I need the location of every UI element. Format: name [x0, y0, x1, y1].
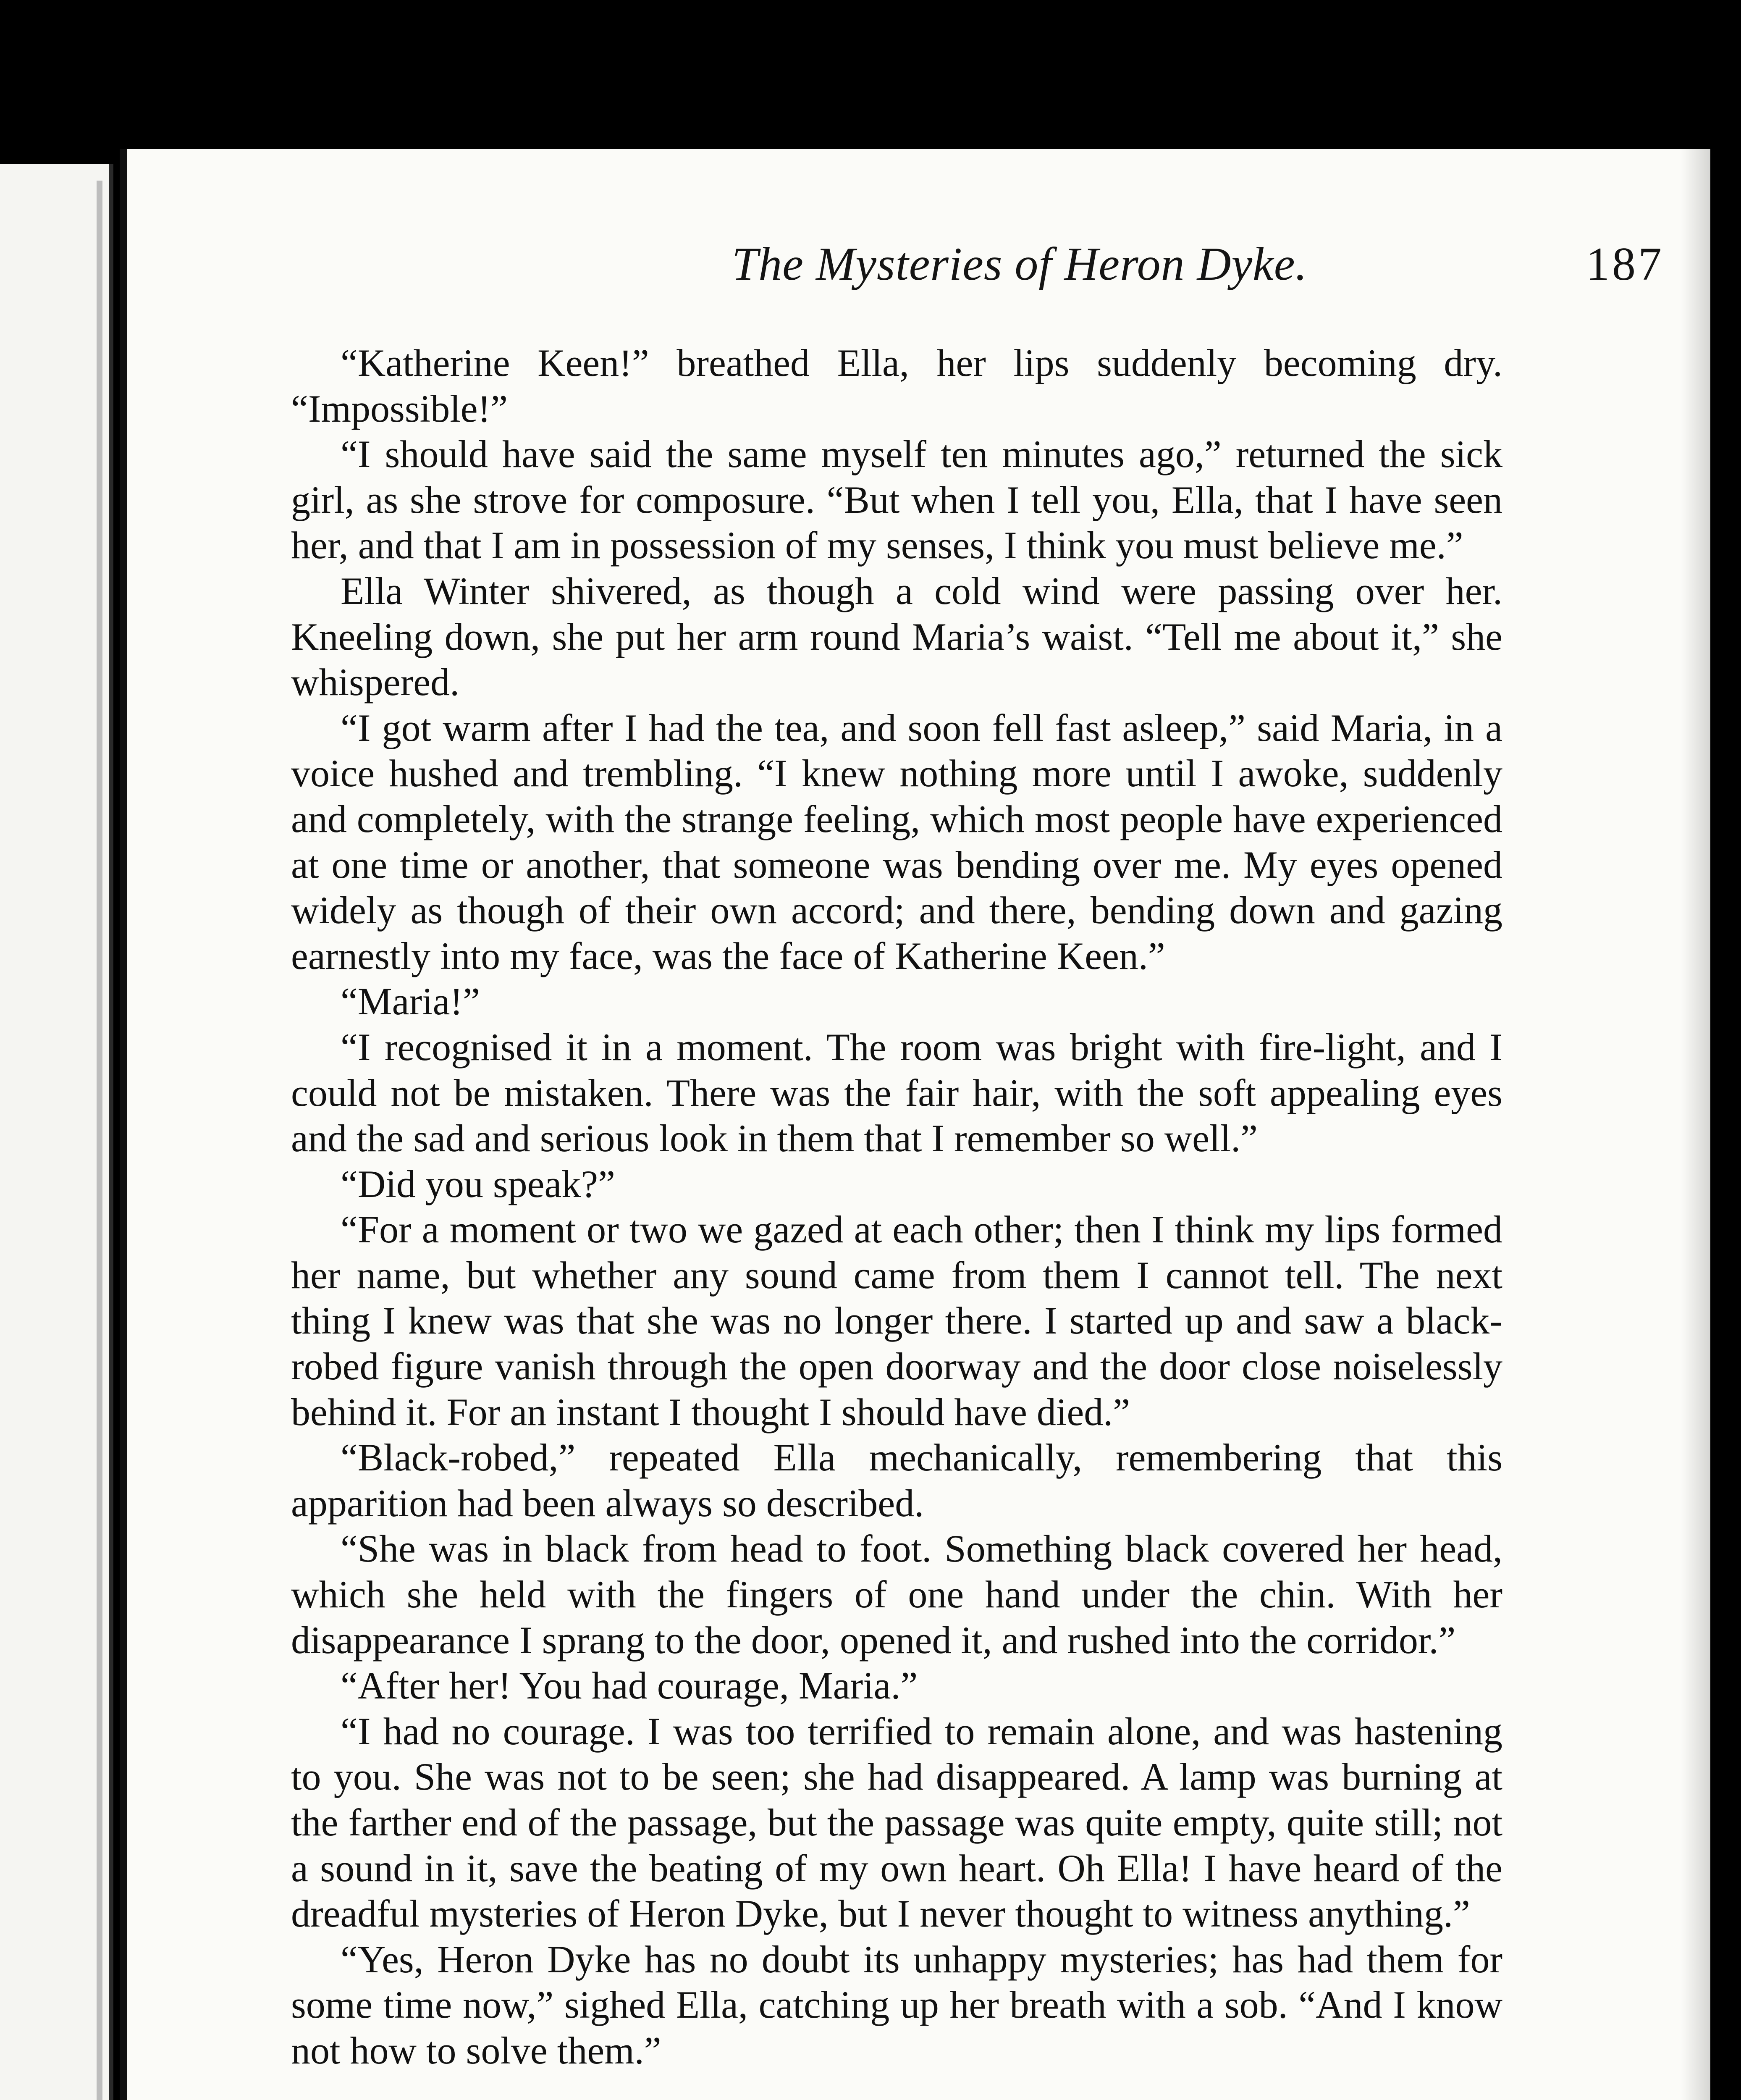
paragraph: “She was in black from head to foot. Something black covered her head, which she held with the fingers of one hand under the chin. With her disappearance I sprang to the door, opened it, and rushed into the corridor.” — [291, 1527, 1502, 1662]
paragraph: “I had no courage. I was too terrified to remain alone, and was hastening to you. She was not to be seen; she had disappeared. A lamp was burning at the farther end of the passage, but the passage was quite empty, quite still; not a sound in it, save the beating of my own heart. Oh Ella! I have heard of the dreadful mysteries of Heron Dyke, but I never thought to witness anything.” — [291, 1709, 1502, 1935]
book-page — [120, 149, 1710, 2100]
paragraph: “I should have said the same myself ten minutes ago,” returned the sick girl, as she strove for composure. “But when I tell you, Ella, that I have seen her, and that I am in possession of my senses, I think you must believe me.” — [291, 433, 1502, 567]
page-gutter-shadow — [97, 181, 102, 2100]
paragraph: “After her! You had courage, Maria.” — [341, 1664, 918, 1707]
paragraph: “Maria!” — [341, 980, 480, 1023]
paragraph: Ella Winter shivered, as though a cold wind were passing over her. Kneeling down, she put her arm round Maria’s waist. “Tell me about it,” she whispered. — [291, 569, 1502, 704]
body-text — [291, 340, 1502, 2074]
paragraph: “I recognised it in a moment. The room was bright with fire-light, and I could not be mistaken. There was the fair hair, with the soft appealing eyes and the sad and serious look in them that I remember so well.” — [291, 1025, 1502, 1160]
paragraph: “Did you speak?” — [341, 1162, 615, 1205]
paragraph: “Black-robed,” repeated Ella mechanically, remembering that this apparition had been always so described. — [291, 1436, 1502, 1525]
running-title: The Mysteries of Heron Dyke. — [732, 238, 1308, 290]
running-header — [291, 237, 1664, 321]
page-number: 187 — [1586, 238, 1664, 290]
paragraph: “Yes, Heron Dyke has no doubt its unhappy mysteries; has had them for some time now,” sighed Ella, catching up her breath with a sob. “And I know not how to solve them.” — [291, 1937, 1502, 2072]
paragraph: “Katherine Keen!” breathed Ella, her lips suddenly becoming dry. “Impossible!” — [291, 341, 1502, 430]
paragraph: “I got warm after I had the tea, and soon fell fast asleep,” said Maria, in a voice hushed and trembling. “I knew nothing more until I awoke, suddenly and completely, with the strange feeling, which most people have experienced at one time or another, that someone was bending over me. My eyes opened widely as though of their own accord; and there, bending down and gazing earnestly into my face, was the face of Katherine Keen.” — [291, 706, 1502, 977]
page-shadow — [1681, 149, 1710, 2100]
paragraph: “For a moment or two we gazed at each other; then I think my lips formed her name, but whether any sound came from them I cannot tell. The next thing I knew was that she was no longer there. I started up and saw a black-robed figure vanish through the open doorway and the door close noiselessly behind it. For an instant I thought I should have died.” — [291, 1208, 1502, 1433]
